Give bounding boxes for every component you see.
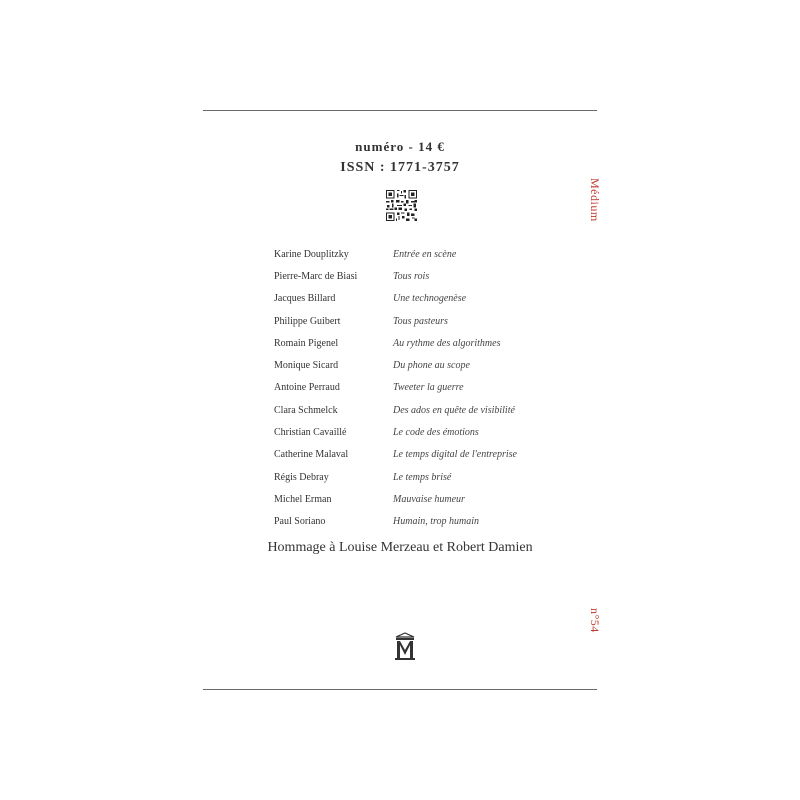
toc-title: Tous pasteurs [393, 315, 448, 327]
top-rule [203, 110, 597, 111]
toc-title: Tous rois [393, 270, 430, 282]
toc-author: Jacques Billard [274, 293, 336, 305]
toc-entry [274, 444, 574, 466]
toc-entry [274, 265, 574, 287]
toc-entry [274, 399, 574, 421]
spine-title: Médium [588, 178, 602, 222]
issn-number: ISSN : 1771-3757 [340, 160, 460, 175]
toc-entry [274, 377, 574, 399]
homage-line: Hommage à Louise Merzeau et Robert Damien [267, 540, 533, 555]
qr-code-icon [386, 190, 417, 221]
toc-title: Au rythme des algorithmes [393, 337, 501, 349]
toc-title: Humain, trop humain [393, 516, 480, 528]
toc-title: Mauvaise humeur [393, 493, 465, 505]
table-of-contents [274, 243, 574, 533]
toc-title: Le code des émotions [393, 427, 479, 439]
toc-entry [274, 288, 574, 310]
toc-author: Monique Sicard [274, 360, 339, 372]
toc-title: Du phone au scope [393, 360, 470, 372]
toc-author: Romain Pigenel [274, 337, 339, 349]
toc-entry [274, 310, 574, 332]
toc-author: Clara Schmelck [274, 404, 338, 416]
toc-author: Christian Cavaillé [274, 427, 347, 439]
spine-issue-number: n°54 [588, 608, 602, 633]
toc-title: Tweeter la guerre [393, 382, 464, 394]
toc-title: Entrée en scène [393, 248, 457, 260]
toc-author: Régis Debray [274, 471, 329, 483]
toc-author: Michel Erman [274, 493, 332, 505]
toc-entry [274, 511, 574, 533]
toc-author: Pierre-Marc de Biasi [274, 270, 358, 282]
toc-author: Antoine Perraud [274, 382, 340, 394]
toc-author: Paul Soriano [274, 516, 326, 528]
toc-author: Catherine Malaval [274, 449, 349, 461]
issue-price: numéro - 14 € [355, 139, 445, 154]
toc-entry [274, 466, 574, 488]
toc-title: Des ados en quête de visibilité [393, 404, 515, 416]
toc-title: Le temps brisé [393, 471, 452, 483]
toc-title: Le temps digital de l'entreprise [393, 449, 517, 461]
bottom-rule [203, 689, 597, 690]
toc-entry [274, 354, 574, 376]
toc-entry [274, 243, 574, 265]
toc-author: Philippe Guibert [274, 315, 341, 327]
toc-entry [274, 332, 574, 354]
publisher-logo-icon [393, 631, 417, 661]
toc-title: Une technogenèse [393, 293, 467, 305]
toc-author: Karine Douplitzky [274, 248, 349, 260]
toc-entry [274, 421, 574, 443]
toc-entry [274, 488, 574, 510]
